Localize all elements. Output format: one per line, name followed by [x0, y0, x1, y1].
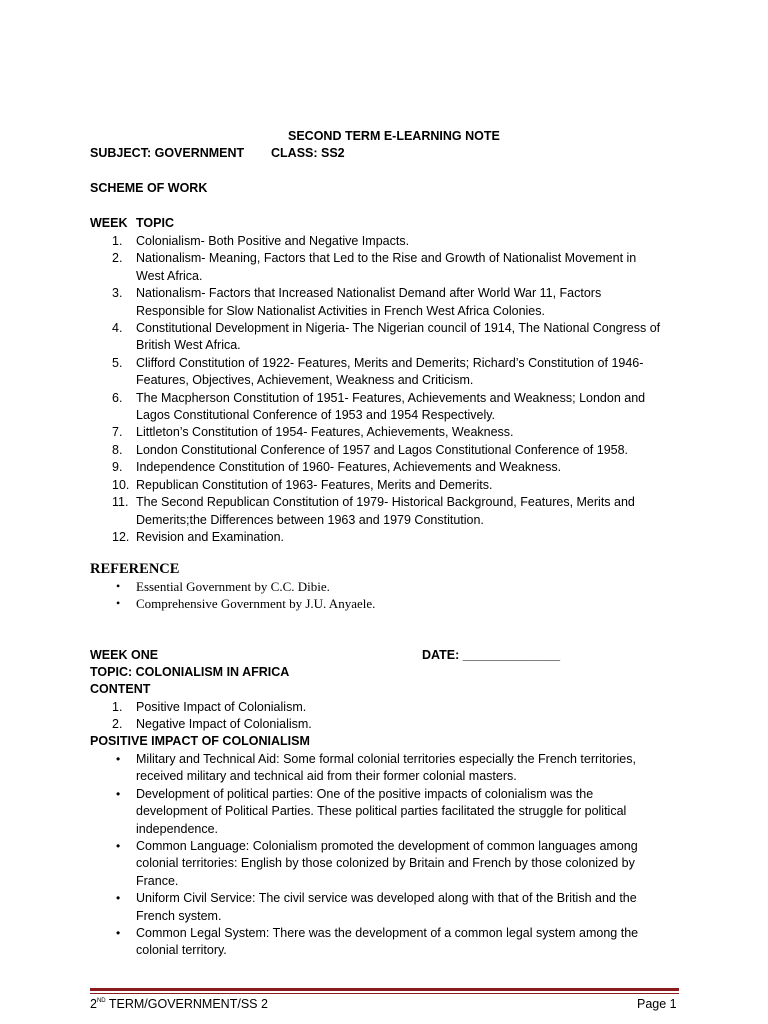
scheme-item-number: 3.	[112, 286, 123, 301]
positive-impact-text-line: received military and technical aid from their former colonial masters.	[136, 769, 517, 784]
reference-heading: REFERENCE	[90, 561, 180, 577]
scheme-item	[90, 494, 670, 529]
positive-impact-text-line: independence.	[136, 821, 219, 836]
content-item-text: Positive Impact of Colonialism.	[136, 700, 307, 714]
scheme-item	[90, 477, 670, 494]
scheme-item-number: 1.	[112, 234, 123, 248]
content-item	[90, 716, 670, 733]
bullet-icon: •	[116, 596, 121, 611]
footer-page-number: Page 1	[637, 997, 677, 1011]
content-list	[90, 699, 670, 734]
scheme-item-text-line: Independence Constitution of 1960- Features, Achievements and Weakness.	[136, 460, 562, 475]
reference-text: Essential Government by C.C. Dibie.	[136, 579, 330, 594]
scheme-item-number: 2.	[112, 251, 123, 266]
scheme-item	[90, 355, 670, 390]
scheme-of-work-list	[90, 233, 670, 546]
week-one-topic: TOPIC: COLONIALISM IN AFRICA	[90, 665, 290, 679]
bullet-icon: •	[116, 752, 121, 766]
scheme-item-text-line: Colonialism- Both Positive and Negative Impacts.	[136, 234, 410, 248]
scheme-heading: SCHEME OF WORK	[90, 181, 208, 195]
subject-label: SUBJECT: GOVERNMENT	[90, 146, 245, 160]
positive-impact-item	[90, 925, 670, 960]
positive-impact-text-line: development of Political Parties. These political parties facilitated the struggle for political	[136, 804, 627, 819]
scheme-item-text-line: Features, Objectives, Achievement, Weakness and Criticism.	[136, 373, 474, 388]
scheme-item-number: 6.	[112, 390, 123, 405]
scheme-item-text-line: Responsible for Slow Nationalist Activities in French West Africa Colonies.	[136, 303, 545, 318]
footer-left	[90, 997, 268, 1011]
bullet-icon: •	[116, 891, 121, 906]
class-label: CLASS: SS2	[271, 146, 345, 160]
scheme-item	[90, 529, 670, 546]
scheme-item-text-line: Nationalism- Meaning, Factors that Led to the Rise and Growth of Nationalist Movement in	[136, 251, 637, 266]
content-item-number: 1.	[112, 700, 123, 714]
positive-impact-text-line: colonial territories: English by those colonized by Britain and French by those colonized by	[136, 856, 635, 871]
scheme-item-number: 11.	[112, 495, 129, 510]
positive-impact-text-line: French system.	[136, 908, 222, 923]
content-heading: CONTENT	[90, 682, 151, 696]
reference-item	[90, 578, 670, 595]
scheme-item-text-line: Nationalism- Factors that Increased Nationalist Demand after World War 11, Factors	[136, 286, 602, 301]
footer-rule	[90, 988, 679, 991]
scheme-item	[90, 442, 670, 459]
scheme-item-text-line: Constitutional Development in Nigeria- The Nigerian council of 1914, The National Congress of	[136, 321, 661, 336]
scheme-item-text-line: Clifford Constitution of 1922- Features, Merits and Demerits; Richard’s Constitution of 1946-	[136, 355, 644, 370]
positive-impact-text-line: Military and Technical Aid: Some formal colonial territories especially the French territories,	[136, 752, 636, 766]
scheme-item-text-line: West Africa.	[136, 268, 203, 283]
scheme-item-number: 9.	[112, 460, 123, 475]
content-item	[90, 699, 670, 716]
positive-impact-text-line: Uniform Civil Service: The civil service was developed along with that of the British and the	[136, 891, 637, 906]
positive-impact-list	[90, 751, 670, 960]
positive-impact-text-line: colonial territory.	[136, 943, 227, 958]
content-item-text: Negative Impact of Colonialism.	[136, 717, 312, 732]
scheme-item-text-line: Littleton’s Constitution of 1954- Features, Achievements, Weakness.	[136, 425, 514, 440]
scheme-item-text-line: The Macpherson Constitution of 1951- Features, Achievements and Weakness; London and	[136, 390, 646, 405]
positive-impact-item	[90, 890, 670, 925]
scheme-item	[90, 285, 670, 320]
footer-term-number: 2	[90, 997, 97, 1011]
reference-text: Comprehensive Government by J.U. Anyaele.	[136, 596, 376, 612]
scheme-item-text-line: Republican Constitution of 1963- Features, Merits and Demerits.	[136, 477, 493, 492]
footer-term-suffix: ND	[96, 998, 106, 1004]
positive-impact-text-line: Common Legal System: There was the development of a common legal system among the	[136, 926, 639, 941]
scheme-item-number: 8.	[112, 442, 123, 457]
positive-impact-item	[90, 751, 670, 786]
positive-impact-heading: POSITIVE IMPACT OF COLONIALISM	[90, 734, 310, 748]
positive-impact-text-line: Common Language: Colonialism promoted the development of common languages among	[136, 839, 638, 854]
scheme-item	[90, 390, 670, 425]
bullet-icon: •	[116, 926, 121, 941]
scheme-item-number: 7.	[112, 425, 123, 440]
positive-impact-text-line: Development of political parties: One of the positive impacts of colonialism was the	[136, 786, 594, 801]
scheme-item	[90, 320, 670, 355]
scheme-item-text-line: Demerits;the Differences between 1963 and 1979 Constitution.	[136, 512, 484, 527]
content-item-number: 2.	[112, 717, 123, 732]
scheme-item	[90, 250, 670, 285]
positive-impact-item	[90, 838, 670, 890]
scheme-item	[90, 424, 670, 441]
scheme-item-text-line: The Second Republican Constitution of 1979- Historical Background, Features, Merits and	[136, 495, 635, 510]
scheme-item	[90, 233, 670, 250]
scheme-item-text-line: British West Africa.	[136, 338, 241, 353]
scheme-item-number: 10.	[112, 477, 130, 492]
scheme-item-number: 5.	[112, 355, 123, 370]
scheme-item-text-line: Lagos Constitutional Conference of 1953 and 1954 Respectively.	[136, 408, 496, 423]
reference-item	[90, 595, 670, 612]
bullet-icon: •	[116, 786, 121, 801]
week-column-label: WEEK	[90, 216, 128, 230]
positive-impact-text-line: France.	[136, 873, 179, 888]
scheme-item-number: 12.	[112, 529, 130, 544]
document-title: SECOND TERM E-LEARNING NOTE	[288, 129, 500, 143]
scheme-item-text-line: Revision and Examination.	[136, 529, 284, 544]
positive-impact-item	[90, 786, 670, 838]
bullet-icon: •	[116, 839, 121, 854]
scheme-item-number: 4.	[112, 321, 123, 336]
scheme-item	[90, 459, 670, 476]
reference-list	[90, 578, 670, 613]
topic-column-label: TOPIC	[136, 216, 174, 230]
week-one-label: WEEK ONE	[90, 648, 159, 662]
scheme-item-text-line: London Constitutional Conference of 1957 and Lagos Constitutional Conference of 1958.	[136, 442, 629, 457]
bullet-icon: •	[116, 579, 121, 593]
date-label: DATE: ______________	[422, 648, 561, 662]
footer-rule-thin	[90, 993, 679, 994]
footer-course: TERM/GOVERNMENT/SS 2	[105, 997, 268, 1011]
